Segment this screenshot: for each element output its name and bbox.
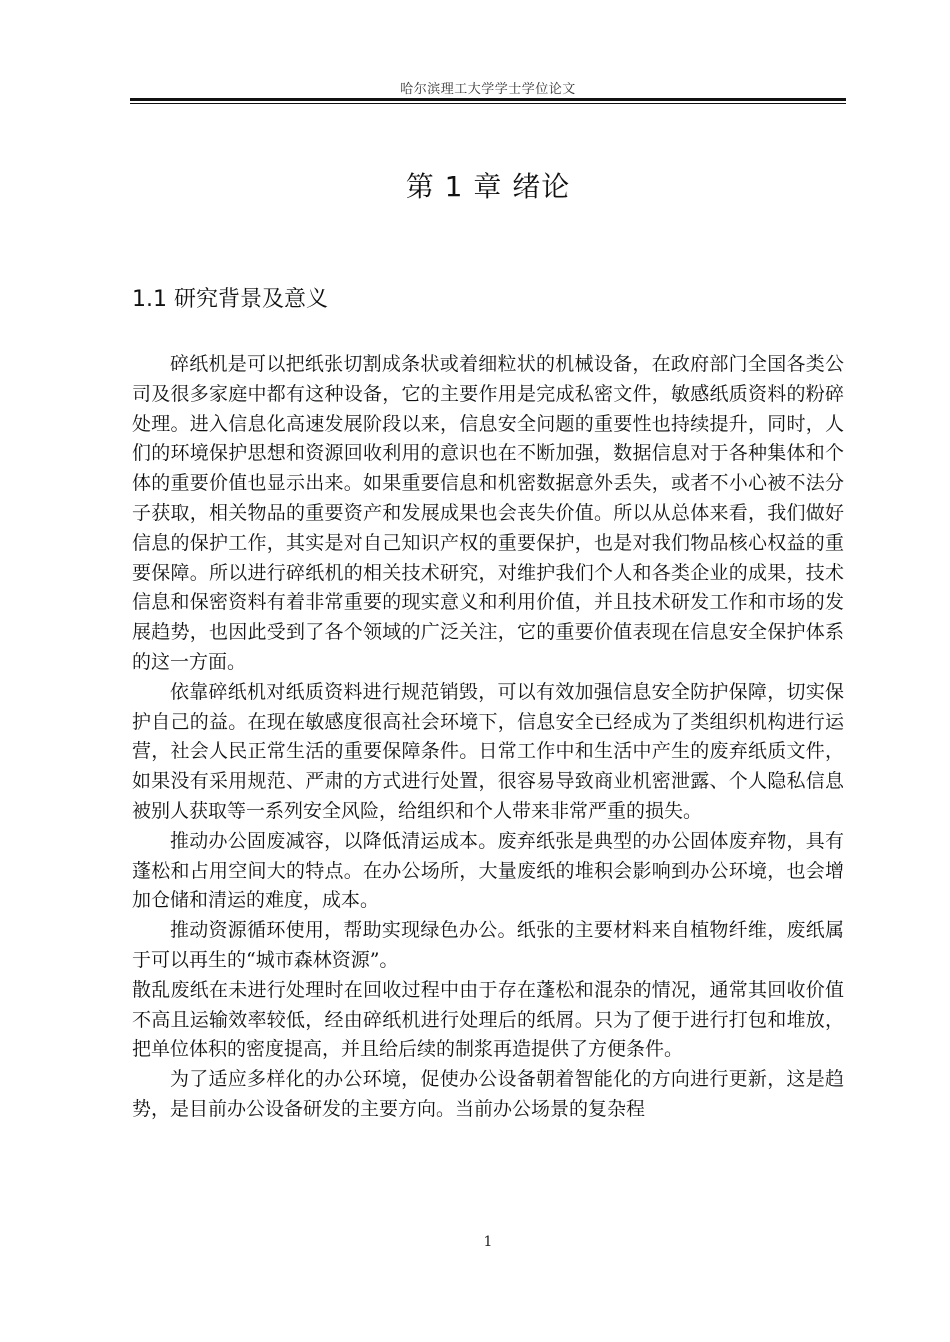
section-heading: 1.1 研究背景及意义: [132, 287, 328, 312]
paragraph: 推动办公固废减容，以降低清运成本。废弃纸张是典型的办公固体废弃物，具有蓬松和占用空间大的特点。在办公场所，大量废纸的堆积会影响到办公环境，也会增加仓储和清运的难度，成本。: [132, 829, 844, 912]
paragraph: 为了适应多样化的办公环境，促使办公设备朝着智能化的方向进行更新，这是趋势，是目前办公设备研发的主要方向。当前办公场景的复杂程: [132, 1068, 844, 1120]
paragraph: 依靠碎纸机对纸质资料进行规范销毁，可以有效加强信息安全防护保障，切实保护自己的益。在现在敏感度很高社会环境下，信息安全已经成为了类组织机构进行运营，社会人民正常生活的重要保障条件。日常工作中和生活中产生的废弃纸质文件，如果没有采用规范、严肃的方式进行处置，很容易导致商业机密泄露、个人隐私信息被别人获取等一系列安全风险，给组织和个人带来非常严重的损失。: [132, 680, 844, 822]
page-number: 1: [483, 1234, 493, 1250]
header-rule-thick: [130, 98, 846, 101]
running-header: 哈尔滨理工大学学士学位论文: [400, 82, 576, 97]
body-text: [132, 350, 844, 1125]
paragraph: 散乱废纸在未进行处理时在回收过程中由于存在蓬松和混杂的情况，通常其回收价值不高且运输效率较低，经由碎纸机进行处理后的纸屑。只为了便于进行打包和堆放，把单位体积的密度提高，并且给后续的制浆再造提供了方便条件。: [132, 978, 844, 1061]
chapter-title: 第 1 章 绪论: [405, 170, 571, 203]
paragraph: 推动资源循环使用，帮助实现绿色办公。纸张的主要材料来自植物纤维，废纸属于可以再生的“城市森林资源”。: [132, 919, 844, 971]
header-rule-thin: [130, 103, 846, 104]
paragraph: 碎纸机是可以把纸张切割成条状或着细粒状的机械设备，在政府部门全国各类公司及很多家庭中都有这种设备，它的主要作用是完成私密文件，敏感纸质资料的粉碎处理。进入信息化高速发展阶段以来，信息安全问题的重要性也持续提升，同时，人们的环境保护思想和资源回收利用的意识也在不断加强，数据信息对于各种集体和个体的重要价值也显示出来。如果重要信息和机密数据意外丢失，或者不小心被不法分子获取，相关物品的重要资产和发展成果也会丧失价值。所以从总体来看，我们做好信息的保护工作，其实是对自己知识产权的重要保护，也是对我们物品核心权益的重要保障。所以进行碎纸机的相关技术研究，对维护我们个人和各类企业的成果，技术信息和保密资料有着非常重要的现实意义和利用价值，并且技术研发工作和市场的发展趋势，也因此受到了各个领域的广泛关注，它的重要价值表现在信息安全保护体系的这一方面。: [132, 353, 844, 673]
